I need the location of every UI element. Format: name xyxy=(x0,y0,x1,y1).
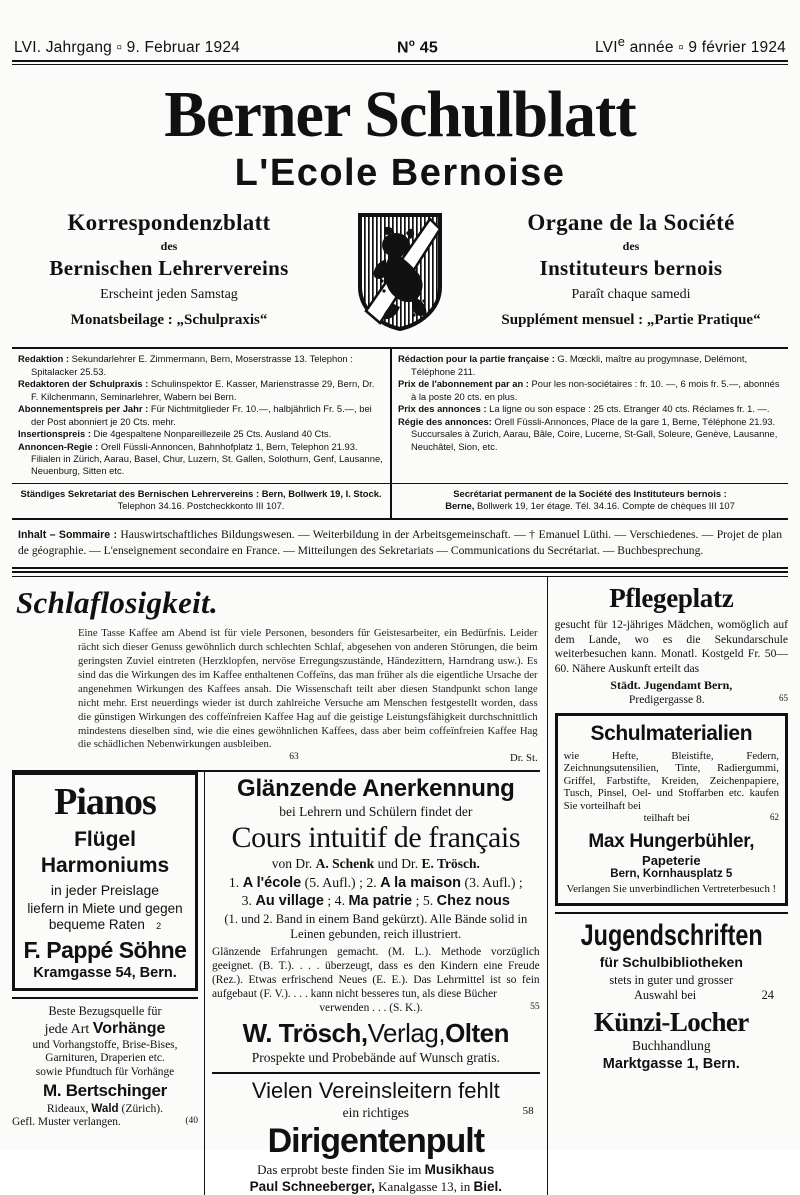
toc-label: Inhalt – Sommaire : xyxy=(18,528,118,541)
secretariat-de: Ständiges Sekretariat des Bernischen Lehrervereins : Bern, Bollwerk 19, I. Stock. Telephon 34.16. Postcheckkonto III 107. xyxy=(12,484,392,517)
organ-fr-line1: Organe de la Société xyxy=(527,210,735,236)
ad-dirigentenpult-line2-row xyxy=(212,1105,540,1121)
ad-pianos-advertiser: F. Pappé Söhne xyxy=(23,937,187,964)
ad-schulmaterialien-body: wie Hefte, Bleistifte, Federn, Zeichnungsutensilien, Tinte, Radiergummi, Griffel, Farbstifte, Kreiden, Zeichenpapiere, Tusch, Pinsel, Oel- und Stoffarben etc. kaufen Sie vorteilhaft bei xyxy=(563,749,779,812)
ad-number: 63 xyxy=(289,752,299,763)
ad-dirigentenpult-line2: ein richtiges xyxy=(342,1105,409,1121)
imprint-item: Insertionspreis : Die 4gespaltene Nonpareillezeile 25 Cts. Ausland 40 Cts. xyxy=(18,428,332,440)
ad-schulmaterialien-line2: Papeterie xyxy=(642,853,701,869)
organ-fr-line3: Instituteurs bernois xyxy=(539,256,723,281)
ad-jugendschriften-line2-row xyxy=(555,988,788,1003)
lower-ads xyxy=(12,772,540,1195)
ad-jugendschriften-heading: Jugendschriften xyxy=(580,918,763,952)
ad-dirigentenpult-line4: Paul Schneeberger, Kanalgasse 13, in Biel. xyxy=(249,1178,502,1194)
article-title: Schlaflosigkeit. xyxy=(16,585,219,621)
imprint-row xyxy=(12,347,788,484)
ad-schulmaterialien-line3: Bern, Kornhausplatz 5 xyxy=(610,868,733,881)
ad-pflegeplatz-address: Predigergasse 8. xyxy=(628,692,705,706)
ads-left-column xyxy=(12,772,205,1195)
ad-cours-publisher: W. Trösch,Verlag,Olten xyxy=(242,1018,510,1049)
secretariat-row xyxy=(12,484,788,519)
imprint-de xyxy=(12,349,392,483)
ad-jugendschriften[interactable] xyxy=(555,919,788,1072)
ad-vorhaenge-line6: Gefl. Muster verlangen. (40 xyxy=(12,1116,198,1129)
page-title-fr: L'Ecole Bernoise xyxy=(234,152,566,195)
ad-schulmaterialien-tail: Verlangen Sie unverbindlichen Vertreterbesuch ! xyxy=(566,883,777,896)
ad-pflegeplatz[interactable] xyxy=(555,583,788,705)
organ-de-line4: Erscheint jeden Samstag xyxy=(100,287,238,303)
ad-vorhaenge-line4: sowie Pfundtuch für Vorhänge xyxy=(35,1066,175,1079)
ad-number: (40 xyxy=(185,1116,198,1127)
secretariat-fr: Secrétariat permanent de la Société des Instituteurs bernois : Berne, Bollwerk 19, 1er étage. Tél. 34.16. Compte de chèques III 107 xyxy=(445,488,735,512)
ad-pianos-line5-row: bequeme Raten 2 xyxy=(48,917,162,933)
imprint-item: Régie des annonces: Orell Füssli-Annonces, Place de la gare 1, Berne, Téléphone 21.93. Succursales à Zurich, Aarau, Bâle, Coire, Lucerne, St-Gall, Soleure, Genève, Lausanne, Neuchâtel, Sion, etc. xyxy=(398,416,778,452)
issue-year-date-fr: LVIe année ▫ 9 février 1924 xyxy=(594,34,786,57)
ad-jugendschriften-line1: stets in guter und grosser xyxy=(609,972,734,987)
ad-pianos-line3: in jeder Preislage xyxy=(50,882,160,899)
organ-de-line1: Korrespondenzblatt xyxy=(67,210,271,236)
ad-pianos-address: Kramgasse 54, Bern. xyxy=(33,965,177,982)
article-body: Eine Tasse Kaffee am Abend ist für viele Personen, besonders für Geistesarbeiter, ein Bedürfnis. Leider rächt sich dieser Genuss gewöhnlich durch schlechten Schlaf, abgesehen von anderen Störungen, die beim geringsten Zuviel eintreten (Herzklopfen, nervöse Erregungszustände, Händezittern, Harndrang usw.). Es sind das die Wirkungen des im Kaffee enthaltenen Coffeïns, das man früher als die eigentliche Ursache der angenehmen Wirkungen des Kaffees ansah. Die Wissenschaft teilt aber diesen Standpunkt schon lange nicht mehr. Erst neuerdings wieder ist durch zahlreiche Versuche am Menschen festgestellt worden, dass die günstigen Wirkungen des coffeïnfreien Kaffee Hag auf die geistige Leistungsfähigkeit durchschnittlich mindestens dieselben sind, wie die eines gewöhnlichen Kaffees, dass aber beim coffeïnfreien Kaffee Hag die schädlichen Nebenwirkungen ausbleiben. xyxy=(78,627,538,751)
issue-year-date-de: LVI. Jahrgang ▫ 9. Februar 1924 xyxy=(14,39,240,57)
ad-jugendschriften-line3: Buchhandlung xyxy=(631,1038,711,1053)
imprint-item: Rédaction pour la partie française : G. Mœckli, maître au progymnase, Delémont, Téléphone 211. xyxy=(398,353,748,377)
ad-pflegeplatz-advertiser: Städt. Jugendamt Bern, xyxy=(610,677,733,692)
organ-de-line3: Bernischen Lehrervereins xyxy=(49,256,289,281)
imprint-item: Prix de l'abonnement par an : Pour les non-sociétaires : fr. 10. —, 6 mois fr. 5.—, abonnés à la poste 20 cts. en plus. xyxy=(398,378,780,402)
ad-cours-intuitif[interactable] xyxy=(212,775,540,1066)
imprint-fr xyxy=(392,349,788,483)
masthead-organs xyxy=(8,205,792,333)
ad-pianos-line1: Flügel xyxy=(74,828,136,852)
imprint-item: Redaktion : Sekundarlehrer E. Zimmermann, Bern, Moserstrasse 13. Telephon : Spitalacker 25.53. xyxy=(18,353,353,377)
ad-vorhaenge[interactable] xyxy=(12,1004,198,1130)
ad-number: 58 xyxy=(522,1105,534,1118)
table-of-contents xyxy=(12,520,788,570)
organ-de xyxy=(34,209,304,329)
ad-number: 65 xyxy=(779,692,788,703)
bern-bear-coat-of-arms-icon xyxy=(354,209,446,333)
ad-pflegeplatz-address-row xyxy=(555,693,788,706)
organ-fr-line2: des xyxy=(622,239,640,254)
ad-number: 24 xyxy=(761,988,774,1002)
article-footer xyxy=(78,752,538,764)
ad-dirigentenpult-line1: Vielen Vereinsleitern fehlt xyxy=(251,1078,500,1104)
imprint-item: Abonnementspreis per Jahr : Für Nichtmitglieder Fr. 10.—, halbjährlich Fr. 5.—, bei der Post abonniert je 20 Cts. mehr. xyxy=(18,403,372,427)
ad-jugendschriften-sub: für Schulbibliotheken xyxy=(599,953,743,970)
toc-text: Hauswirtschaftliches Bildungswesen. — Weiterbildung in der Arbeitsgemeinschaft. — † Emanuel Lüthi. — Verschiedenes. — Projet de plan de géographie. — L'enseignement secondaire en France. — Mitteilungen des Sekretariats — Communications du Secrétariat. — Buchbesprechung. xyxy=(18,527,782,558)
ad-cours-volumes-line2: 3. Au village ; 4. Ma patrie ; 5. Chez nous xyxy=(241,893,510,910)
article-signature: Dr. St. xyxy=(510,752,538,765)
organ-fr-line5: Supplément mensuel : „Partie Pratique“ xyxy=(501,311,761,328)
ad-dirigentenpult-line3: Das erprobt beste finden Sie im Musikhaus xyxy=(257,1162,495,1178)
divider xyxy=(12,997,198,999)
ads-right-column xyxy=(548,577,788,1195)
ad-cours-heading: Glänzende Anerkennung xyxy=(237,775,515,803)
ad-schulmaterialien-tail-centered: teilhaft bei xyxy=(643,812,691,825)
ad-cours-quotes-end: verwenden . . . (S. K.). 55 xyxy=(319,1001,540,1014)
ad-cours-volumes-line1: 1. A l'école (5. Aufl.) ; 2. A la maison (3. Aufl.) ; xyxy=(228,875,523,892)
ad-schulmaterialien-advertiser: Max Hungerbühler, xyxy=(588,831,755,853)
organ-fr xyxy=(496,209,766,329)
ad-cours-quotes: Glänzende Erfahrungen gemacht. (M. L.). Methode vorzüglich geeignet. (B. T.). . . . überzeugt, dass es den Kindern eine Freude (Rez.). Etwas erfrischend Neues (E. E.). Das Lehrmittel ist so fein aufgebaut (F. V.). . . . kann nicht besseres tun, als diese Bücher verwenden . . . (S. K.). 55 xyxy=(212,945,540,1014)
main-column xyxy=(12,577,548,1195)
ad-schulmaterialien-heading: Schulmaterialien xyxy=(590,721,753,745)
ad-vorhaenge-line5: Rideaux, Wald (Zürich). xyxy=(46,1102,164,1116)
ad-number: 55 xyxy=(530,1001,540,1012)
ad-pflegeplatz-heading: Pflegeplatz xyxy=(609,583,734,614)
ad-vorhaenge-line2: jede Art Vorhänge xyxy=(44,1020,166,1038)
issue-number: $N^o$ 45 xyxy=(397,37,438,57)
ad-schulmaterialien-tail-row xyxy=(564,812,779,824)
divider xyxy=(555,912,788,914)
organ-de-line2: des xyxy=(160,239,178,254)
ad-pianos-heading: Pianos xyxy=(54,781,156,824)
ads-center-column xyxy=(205,772,540,1195)
ad-cours-authors: von Dr. A. Schenk und Dr. E. Trösch. xyxy=(271,856,480,872)
ad-cours-tail: Prospekte und Probebände auf Wunsch gratis. xyxy=(251,1050,500,1066)
content-area xyxy=(12,577,788,1195)
page-title-de: Berner Schulblatt xyxy=(164,78,636,152)
ad-cours-sub: bei Lehrern und Schülern findet der xyxy=(279,804,473,820)
ad-dirigentenpult-heading: Dirigentenpult xyxy=(267,1122,485,1161)
ad-number: 62 xyxy=(770,812,779,823)
ad-vorhaenge-advertiser: M. Bertschinger xyxy=(43,1081,167,1101)
divider xyxy=(212,1072,540,1074)
imprint-item: Prix des annonces : La ligne ou son espace : 25 cts. Etranger 40 cts. Réclames fr. 1. —. xyxy=(398,403,770,415)
ad-vorhaenge-line3: und Vorhangstoffe, Brise-Bises, Garnituren, Draperien etc. xyxy=(32,1038,178,1065)
ad-pianos[interactable] xyxy=(12,772,198,991)
issue-header xyxy=(8,0,792,60)
imprint-item: Annoncen-Regie : Orell Füssli-Annoncen, Bahnhofplatz 1, Bern, Telephon 21.93. Filialen in Zürich, Aarau, Basel, Chur, Luzern, St. Gallen, Solothurn, Genf, Lausanne, Neuenburg, Sitten etc. xyxy=(18,441,383,477)
ad-number: 2 xyxy=(156,921,162,932)
ad-dirigentenpult[interactable] xyxy=(212,1078,540,1195)
organ-de-line5: Monatsbeilage : „Schulpraxis“ xyxy=(70,311,268,328)
masthead xyxy=(8,65,792,333)
ad-jugendschriften-line4: Marktgasse 1, Bern. xyxy=(602,1056,740,1072)
imprint-item: Redaktoren der Schulpraxis : Schulinspektor E. Kasser, Marienstrasse 29, Bern, Dr. F. Kilchenmann, Seminarlehrer, Wabern bei Bern. xyxy=(18,378,375,402)
ad-cours-note: (1. und 2. Band in einem Band gekürzt). Alle Bände solid in Leinen gebunden, reich illustriert. xyxy=(224,911,528,941)
ad-pianos-line2: Harmoniums xyxy=(40,854,170,878)
ad-jugendschriften-line2: Auswahl bei xyxy=(633,988,697,1002)
organ-fr-line4: Paraît chaque samedi xyxy=(571,287,691,303)
ad-pianos-line4: liefern in Miete und gegen xyxy=(27,901,183,917)
ad-cours-title: Cours intuitif de français xyxy=(231,821,521,855)
ad-pflegeplatz-body: gesucht für 12-jähriges Mädchen, womöglich auf dem Lande, wo es die Sekundarschule weiterbesuchen kann. Monatl. Kostgeld Fr. 50—60. Nähere Auskunft erteilt das xyxy=(554,618,788,675)
ad-vorhaenge-line1: Beste Bezugsquelle für xyxy=(48,1004,162,1019)
ad-schulmaterialien[interactable] xyxy=(555,713,788,906)
ad-jugendschriften-advertiser: Künzi-Locher xyxy=(593,1007,749,1037)
